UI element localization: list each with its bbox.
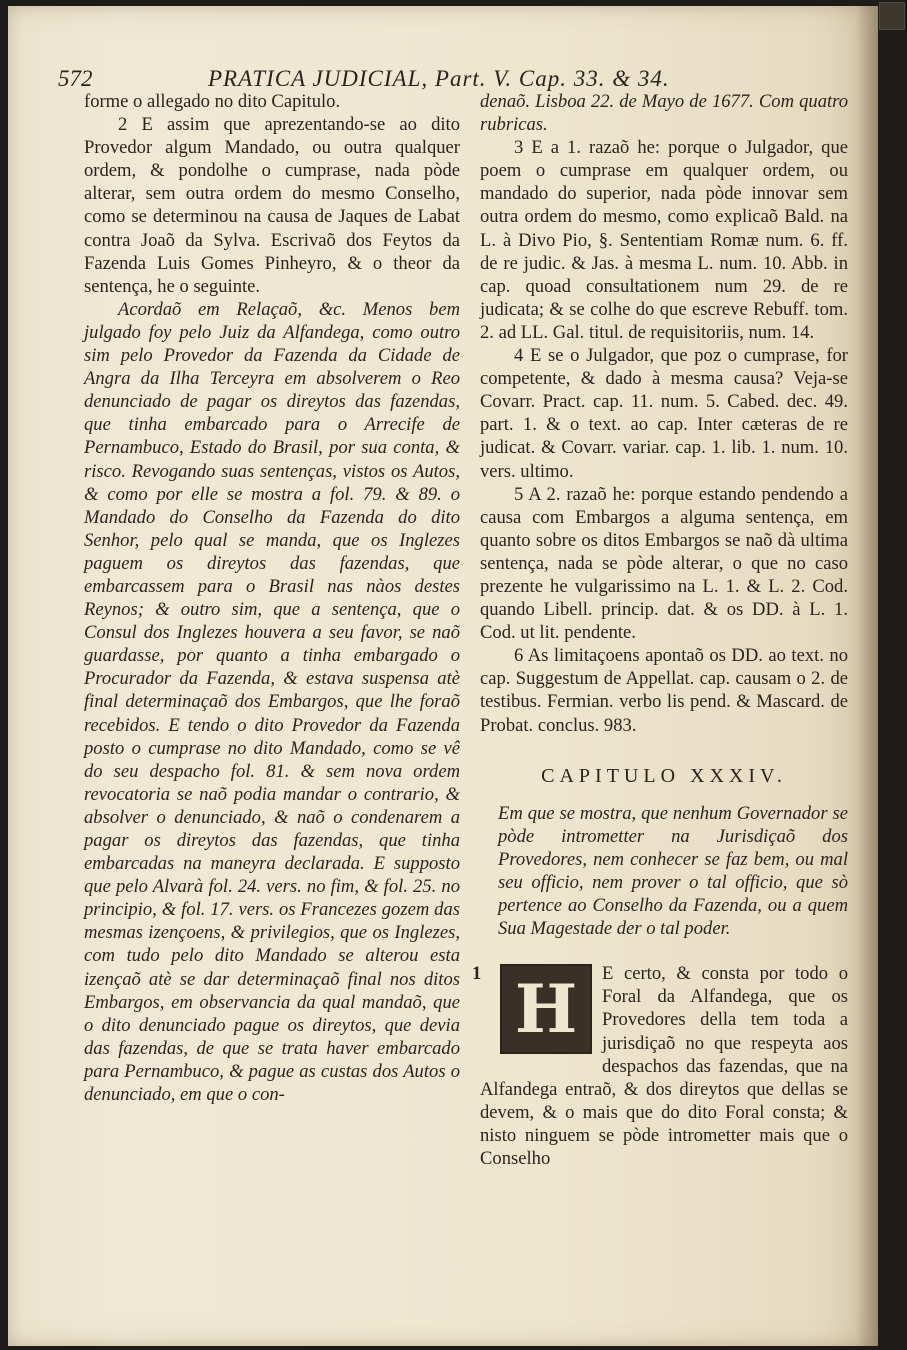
right-paragraph: 4 E se o Julgador, que poz o cumprase, for competente, & dado à mesma causa? Veja-se Covarr. Pract. cap. 11. num. 5. Cabed. dec. 49. part. 1. & o text. ao cap. Inter cæteras de re judicat. & Covarr. variar. cap. 1. lib. 1. num. 10. vers. ultimo. [480, 345, 848, 482]
paragraph-number: 1 [472, 963, 482, 985]
right-paragraph: 5 A 2. razaõ he: porque estando pendendo a causa com Embargos a alguma sentença, em quanto sobre os ditos Embargos se naõ dà ultima sentença, nada se pòde alterar, o que no caso prezente he vulgarissimo na L. 1. & L. 2. Cod. quando Libell. princip. dat. & os DD. à L. 1. Cod. ut lit. pendente. [480, 483, 848, 644]
left-paragraph: 2 E assim que aprezentando-se ao dito Provedor algum Mandado, ou outra qualquer ordem, & pondolhe o cumprase, nada pòde alterar, sem outra ordem do mesmo Conselho, como se determinou na causa de Jaques de Labat contra Joaõ da Sylva. Escrivaõ dos Feytos da Fazenda Luis Gomes Pinheyro, & o theor da sentença, he o seguinte. [84, 114, 460, 297]
left-paragraph: forme o allegado no dito Capitulo. [84, 91, 341, 112]
running-title: PRATICA JUDICIAL, Part. V. Cap. 33. & 34. [208, 66, 670, 91]
right-paragraph: denaõ. Lisboa 22. de Mayo de 1677. Com quatro rubricas. [480, 91, 848, 136]
chapter-first-paragraph [472, 962, 848, 1170]
running-header [58, 60, 858, 94]
right-column [472, 90, 848, 1170]
chapter-summary: Em que se mostra, que nenhum Governador se pòde intrometter na Jurisdiçaõ dos Provedores, nem conhecer se faz bem, ou mal seu officio, nem prover o tal officio, que sò pertence ao Conselho da Fazenda, ou a quem Sua Magestade der o tal poder. [498, 802, 848, 940]
left-column [84, 90, 460, 1106]
page-number: 572 [58, 66, 93, 91]
right-paragraph: 6 As limitaçoens apontaõ os DD. ao text. no cap. Suggestum de Appellat. cap. causam o 2. de testibus. Fermian. verbo lis pend. & Mascard. de Probat. conclus. 983. [480, 645, 848, 736]
right-paragraph: 3 E a 1. razaõ he: porque o Julgador, que poem o cumprase em qualquer ordem, ou mandado do superior, nada pòde innovar sem outra ordem do mesmo, como explicaõ Bald. na L. à Divo Pio, §. Sententiam Romæ num. 6. ff. de re judic. & Jas. à mesma L. num. 10. Abb. in cap. quoad consultationem num 29. de re judicata; & se colhe do que escreve Rebuff. tom. 2. ad LL. Gal. titul. de requisitoriis, num. 14. [480, 137, 848, 343]
page-edge-shadow [856, 6, 878, 1346]
page-tab-marker [879, 2, 905, 30]
final-paragraph-text: E certo, & consta por todo o Foral da Alfandega, que os Provedores della tem toda a jurisdiçaõ no que respeyta aos despachos das fazendas, que na Alfandega entraõ, & dos direytos que dellas se devem, & o mais que do dito Foral consta; & nisto ninguem se pòde intrometter mais que o Conselho [480, 963, 848, 1170]
chapter-heading: CAPITULO XXXIV. [541, 764, 787, 787]
left-paragraph-sentence: Acordaõ em Relaçaõ, &c. Menos bem julgado foy pelo Juiz da Alfandega, como outro sim pelo Provedor da Fazenda da Cidade de Angra da Ilha Terceyra em absolverem o Reo denunciado de pagar os direytos das fazendas, que tinha embarcado para o Arrecife de Pernambuco, Estado do Brasil, por sua conta, & risco. Revogando suas sentenças, vistos os Autos, & como por elle se mostra a fol. 79. & 89. o Mandado do Conselho da Fazenda do dito Senhor, pelo qual se manda, que os Inglezes paguem os direytos das fazendas, que embarcassem para o Brasil nas nàos destes Reynos; & outro sim, que a sentença, que o Consul dos Inglezes houvera a seu favor, se naõ guardasse, por quanto a tinha embargado o Procurador da Fazenda, & estava suspensa atè final determinaçaõ dos Embargos, que lhe foraõ recebidos. E tendo o dito Provedor da Fazenda posto o cumprase no dito Mandado, como se vê do seu despacho fol. 81. & sem nova ordem revocatoria se naõ podia mandar o contrario, & absolver o denunciado, & naõ o condenarem a pagar os direytos das fazendas, que tinha embarcadas na maneyra declarada. E supposto que pelo Alvarà fol. 24. vers. no fim, & fol. 25. no principio, & fol. 17. vers. os Francezes gozem das mesmas izençoens, & privilegios, que os Inglezes, com tudo pelo dito Mandado se alterou esta izençaõ atè se dar determinaçaõ final nos ditos Embargos, em observancia da qual mandaõ, que o dito denunciado pague os direytos, que devia das fazendas, de que se trata haver embarcado para Pernambuco, & pague as custas dos Autos o denunciado, em que o con- [84, 298, 460, 1106]
decorated-initial: H [500, 964, 592, 1054]
